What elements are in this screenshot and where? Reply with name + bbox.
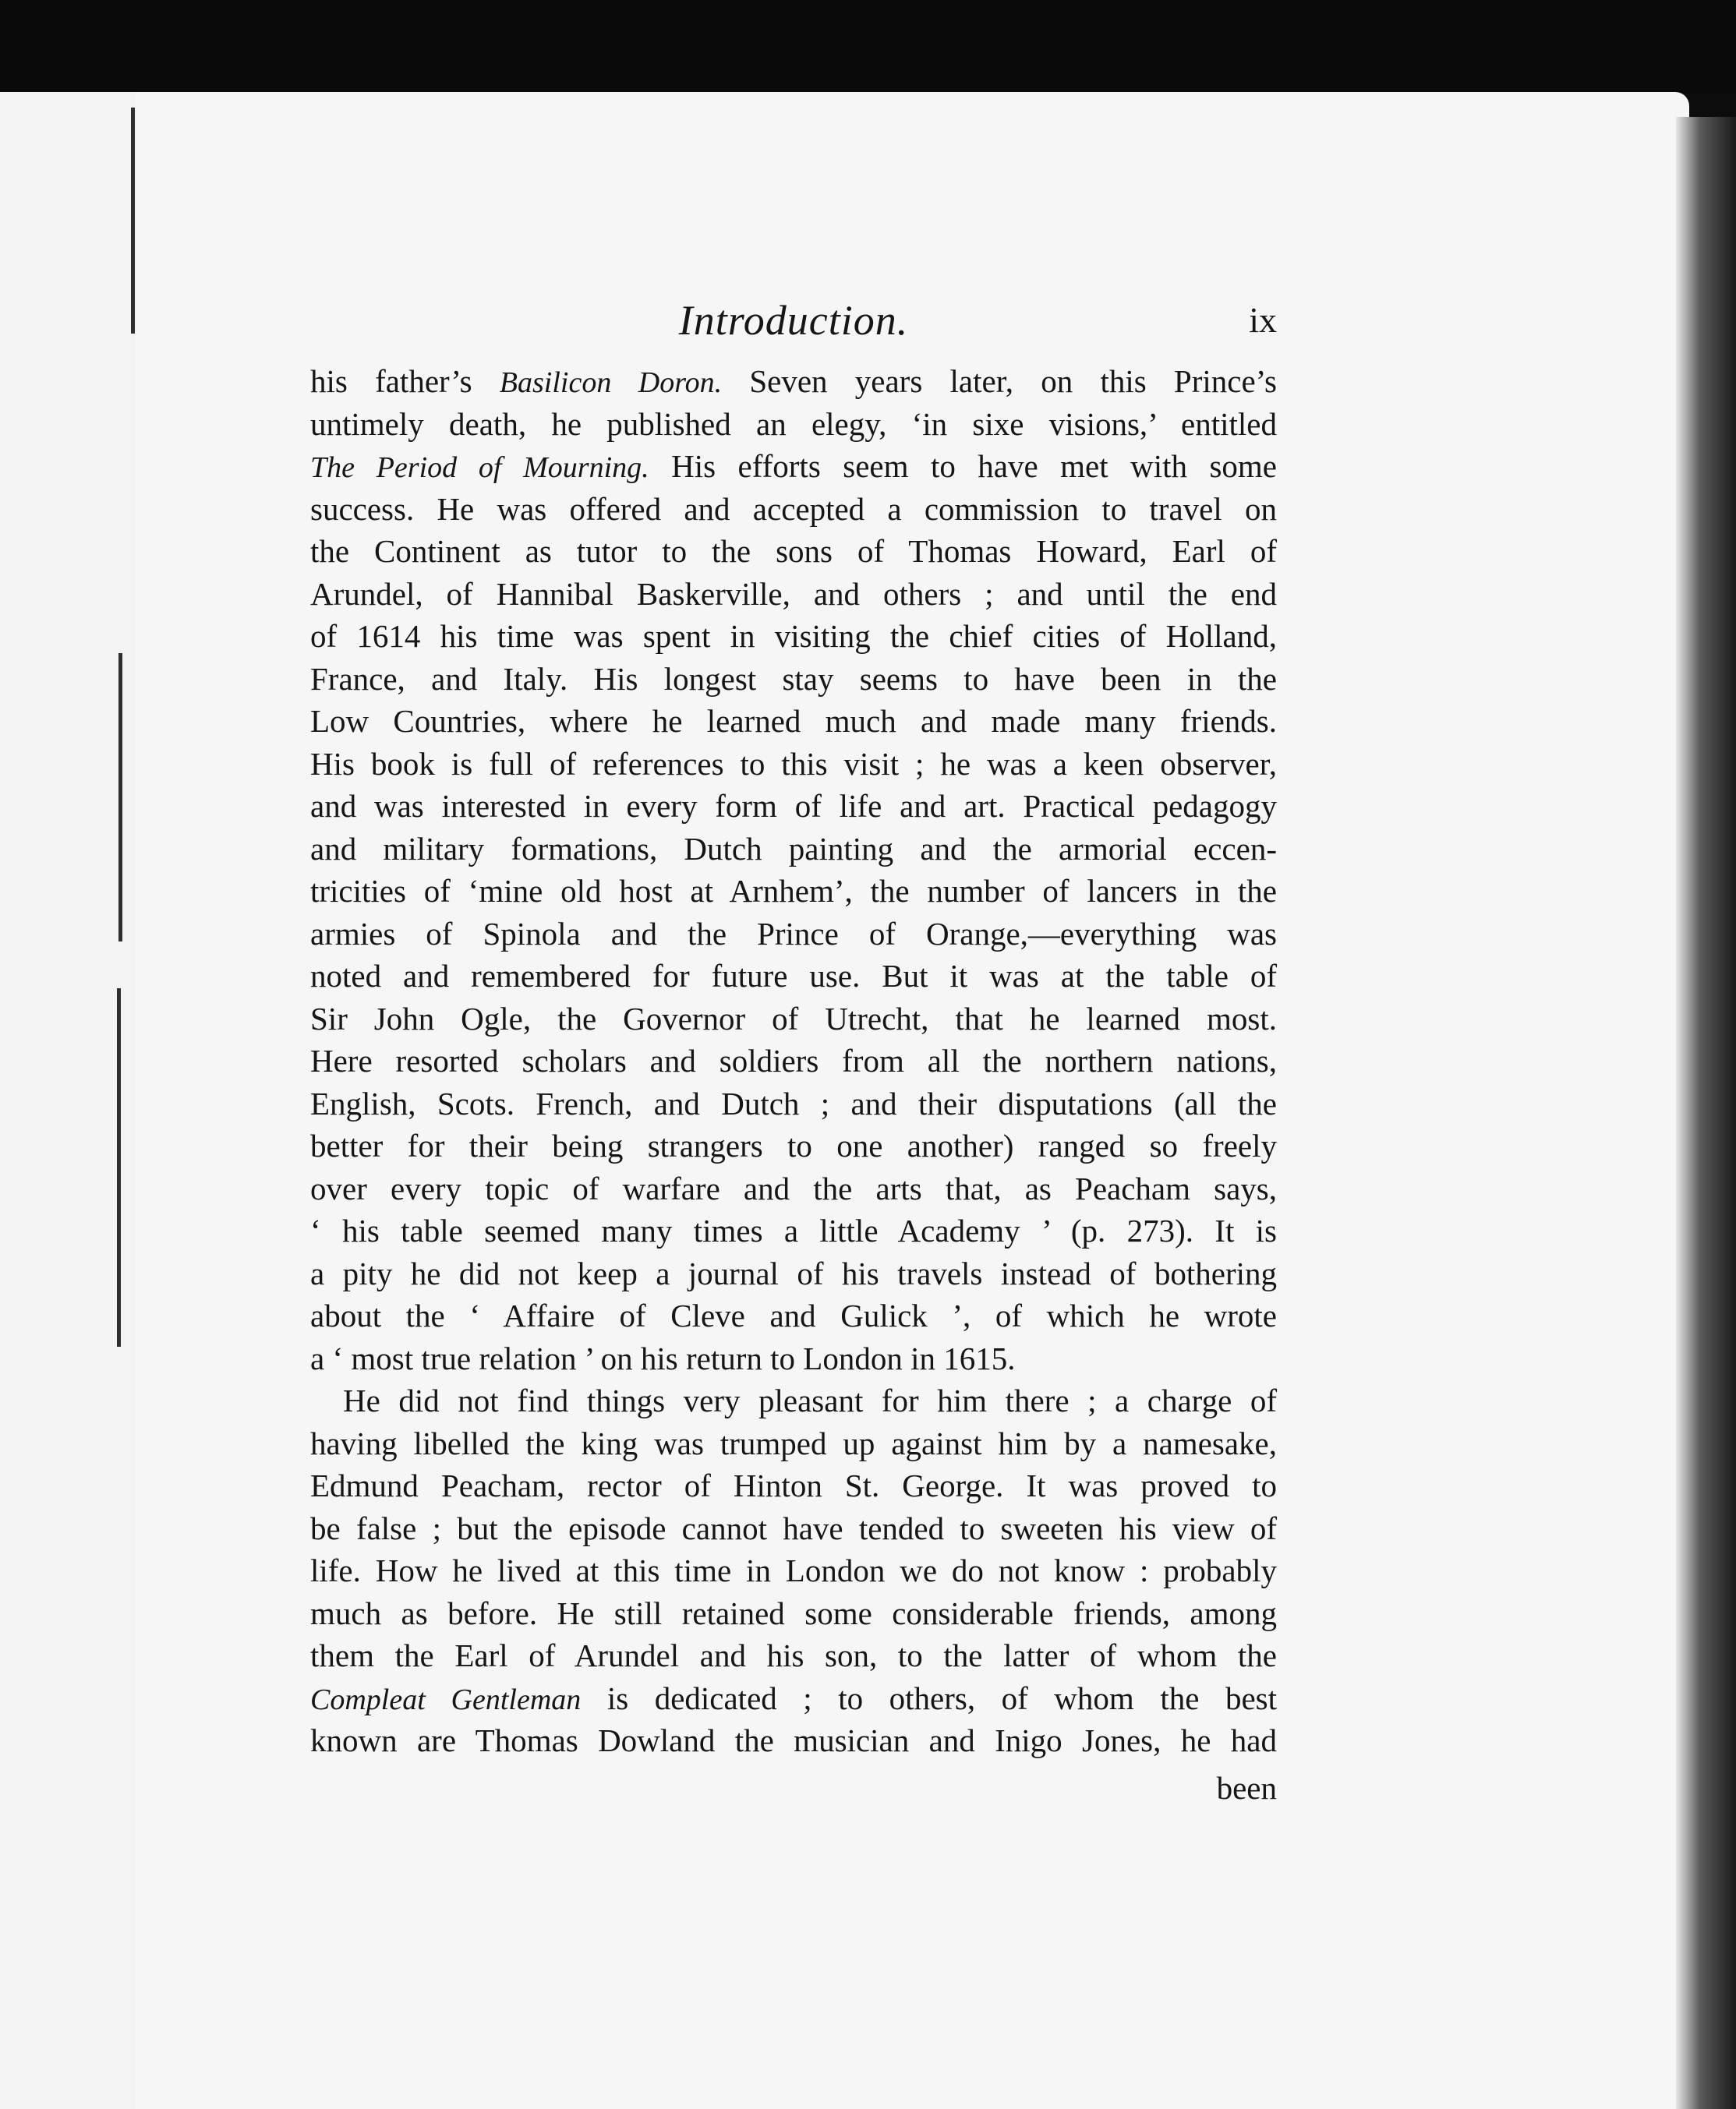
text-run: ‘ his table seemed many times a little Academy ’ (p. 273). It is bbox=[310, 1213, 1277, 1249]
text-run: better for their being strangers to one another) ranged so freely bbox=[310, 1128, 1277, 1164]
text-line bbox=[310, 1422, 1277, 1465]
text-run: the Continent as tutor to the sons of Thomas Howard, Earl of bbox=[310, 533, 1277, 569]
text-run: His book is full of references to this visit ; he was a keen observer, bbox=[310, 745, 1277, 782]
text-run: and was interested in every form of life and art. Practical pedagogy bbox=[310, 788, 1277, 824]
paragraph bbox=[310, 1380, 1277, 1762]
text-run: Seven years later, on this Prince’s bbox=[722, 363, 1277, 399]
text-line bbox=[310, 1083, 1277, 1125]
page-shadow-line bbox=[118, 653, 122, 941]
text-run: known are Thomas Dowland the musician and Inigo Jones, he had bbox=[310, 1722, 1277, 1758]
text-run: them the Earl of Arundel and his son, to the latter of whom the bbox=[310, 1637, 1277, 1673]
text-run: Sir John Ogle, the Governor of Utrecht, that he learned most. bbox=[310, 1000, 1277, 1037]
running-head bbox=[310, 296, 1277, 360]
text-line bbox=[310, 403, 1277, 446]
text-run: over every topic of warfare and the arts that, as Peacham says, bbox=[310, 1170, 1277, 1206]
text-run: about the ‘ Affaire of Cleve and Gulick ’, of which he wrote bbox=[310, 1298, 1277, 1334]
page-content bbox=[310, 296, 1277, 1809]
text-line bbox=[310, 955, 1277, 998]
text-line bbox=[310, 445, 1277, 488]
text-line bbox=[310, 360, 1277, 403]
text-line bbox=[310, 615, 1277, 658]
italic-title: Basilicon Doron. bbox=[499, 366, 723, 399]
text-line bbox=[310, 658, 1277, 701]
text-run: noted and remembered for future use. But it was at the table of bbox=[310, 958, 1277, 994]
facing-page-edge bbox=[0, 92, 139, 2109]
text-run: having libelled the king was trumped up against him by a namesake, bbox=[310, 1425, 1277, 1461]
text-line bbox=[310, 1592, 1277, 1635]
page-number: ix bbox=[1249, 300, 1277, 340]
page-edge-shadow bbox=[1676, 117, 1736, 2109]
text-line bbox=[310, 1719, 1277, 1762]
text-run: is dedicated ; to others, of whom the best bbox=[581, 1680, 1278, 1716]
text-line bbox=[310, 828, 1277, 871]
italic-title: The Period of Mourning. bbox=[310, 451, 649, 484]
text-line bbox=[310, 1337, 1277, 1380]
page-shadow-line bbox=[131, 108, 135, 334]
text-line bbox=[310, 1507, 1277, 1550]
text-run: of 1614 his time was spent in visiting the chief cities of Holland, bbox=[310, 618, 1277, 654]
text-line bbox=[310, 913, 1277, 956]
text-line bbox=[310, 743, 1277, 786]
text-line bbox=[310, 573, 1277, 616]
text-line bbox=[310, 1380, 1277, 1422]
text-run: a ‘ most true relation ’ on his return to London in 1615. bbox=[310, 1340, 1016, 1376]
text-run: He did not find things very pleasant for him there ; a charge of bbox=[343, 1383, 1277, 1418]
text-run: much as before. He still retained some considerable friends, among bbox=[310, 1595, 1277, 1631]
text-run: and military formations, Dutch painting and the armorial eccen- bbox=[310, 830, 1277, 867]
paragraph bbox=[310, 360, 1277, 1380]
text-line bbox=[310, 488, 1277, 531]
text-line bbox=[310, 1677, 1277, 1720]
text-line bbox=[310, 785, 1277, 828]
text-run: life. How he lived at this time in London we do not know : probably bbox=[310, 1553, 1277, 1588]
body-text bbox=[310, 360, 1277, 1762]
text-line bbox=[310, 700, 1277, 743]
text-run: success. He was offered and accepted a commission to travel on bbox=[310, 490, 1277, 527]
text-run: untimely death, he published an elegy, ‘in sixe visions,’ entitled bbox=[310, 405, 1277, 442]
text-run: be false ; but the episode cannot have tended to sweeten his view of bbox=[310, 1510, 1277, 1546]
text-run: Here resorted scholars and soldiers from all the northern nations, bbox=[310, 1043, 1277, 1079]
text-line bbox=[310, 1040, 1277, 1083]
text-line bbox=[310, 1464, 1277, 1507]
text-line bbox=[310, 1252, 1277, 1295]
text-line bbox=[310, 1210, 1277, 1252]
text-line bbox=[310, 1634, 1277, 1677]
page-shadow-line bbox=[117, 988, 121, 1347]
text-run: English, Scots. French, and Dutch ; and their disputations (all the bbox=[310, 1085, 1277, 1122]
text-line bbox=[310, 1549, 1277, 1592]
text-run: tricities of ‘mine old host at Arnhem’, the number of lancers in the bbox=[310, 873, 1277, 909]
text-line bbox=[310, 530, 1277, 573]
text-run: Edmund Peacham, rector of Hinton St. George. It was proved to bbox=[310, 1468, 1277, 1503]
text-run: Low Countries, where he learned much and made many friends. bbox=[310, 703, 1277, 739]
text-run: Arundel, of Hannibal Baskerville, and others ; and until the end bbox=[310, 575, 1277, 612]
text-line bbox=[310, 1168, 1277, 1210]
text-run: armies of Spinola and the Prince of Orange,—everything was bbox=[310, 915, 1277, 952]
text-line bbox=[310, 870, 1277, 913]
text-run: His efforts seem to have met with some bbox=[649, 448, 1277, 484]
text-line bbox=[310, 1125, 1277, 1168]
text-line bbox=[310, 998, 1277, 1040]
catchword: been bbox=[1216, 1769, 1277, 1806]
italic-title: Compleat Gentleman bbox=[310, 1683, 582, 1716]
running-title: Introduction. bbox=[678, 297, 909, 344]
text-run: his father’s bbox=[310, 363, 500, 399]
text-run: France, and Italy. His longest stay seems to have been in the bbox=[310, 660, 1277, 697]
scan-background bbox=[0, 0, 1736, 94]
text-run: a pity he did not keep a journal of his travels instead of bothering bbox=[310, 1255, 1277, 1291]
text-line bbox=[310, 1295, 1277, 1337]
